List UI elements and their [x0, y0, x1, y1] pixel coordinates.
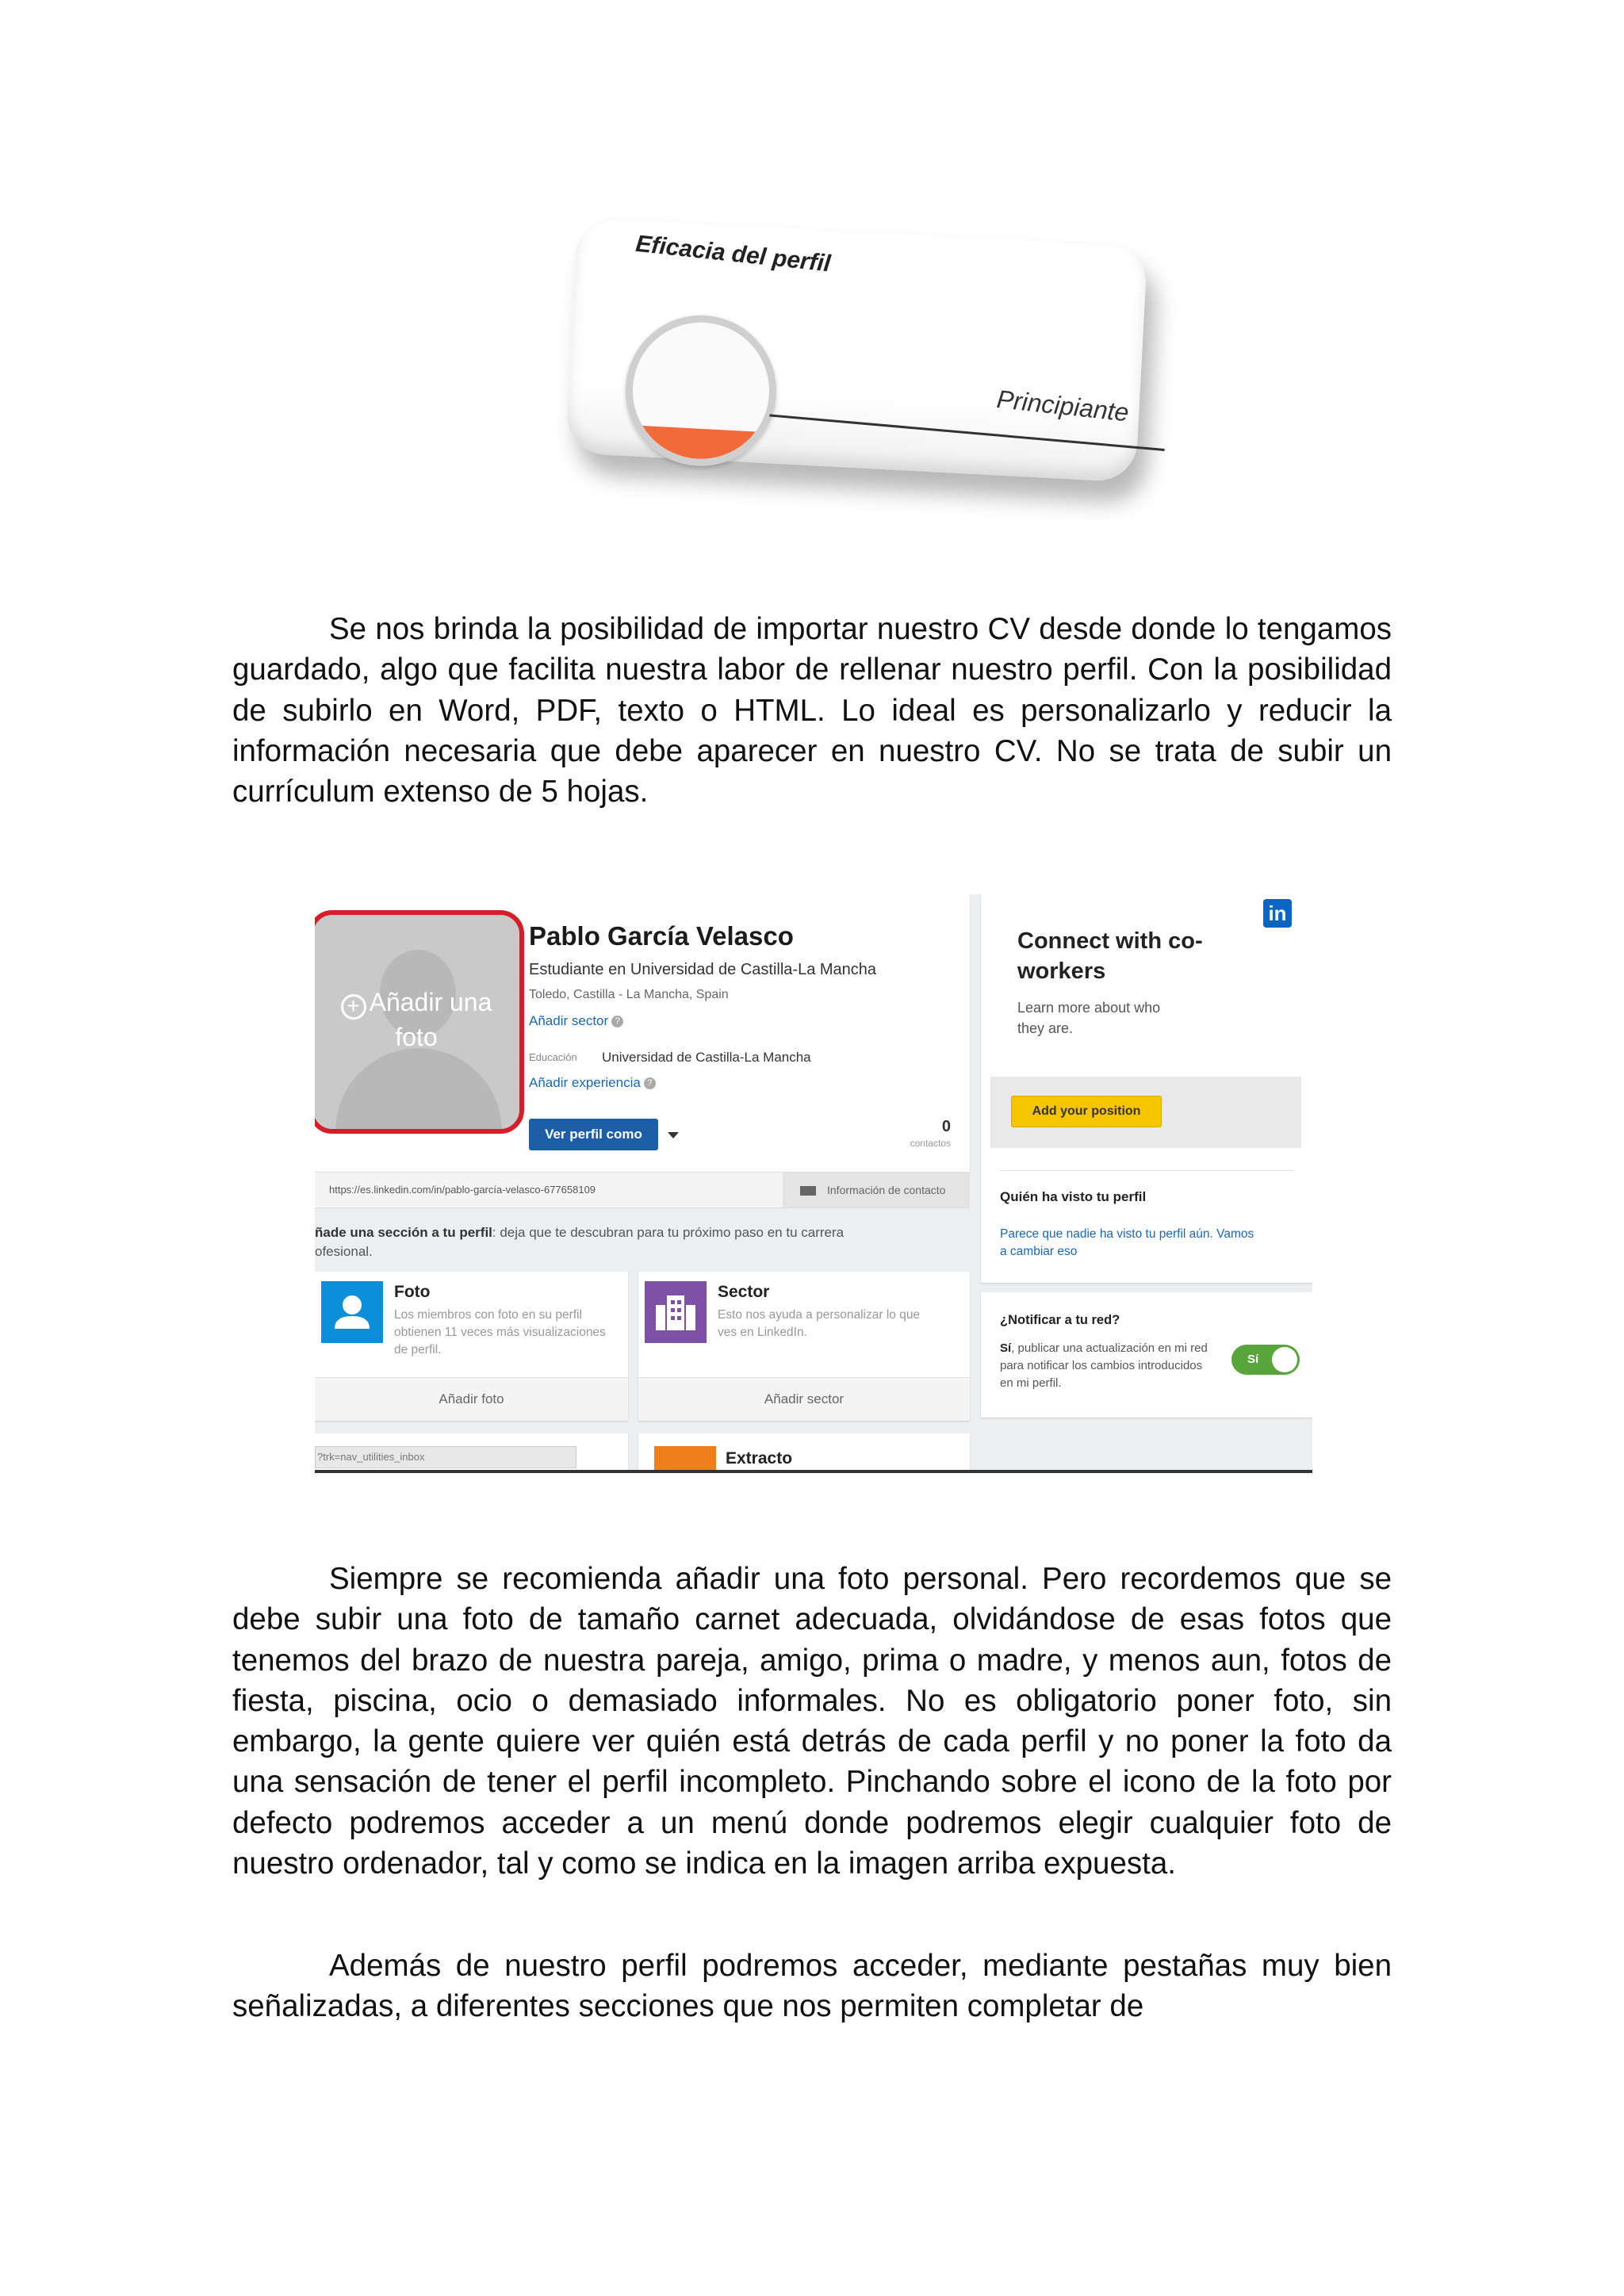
- summary-card-title: Extracto: [726, 1449, 793, 1468]
- card-icon: [800, 1186, 816, 1196]
- add-photo-placeholder[interactable]: [315, 910, 524, 1134]
- paragraph-sections: Además de nuestro perfil podremos acceder, mediante pestañas muy bien señalizadas, a diferentes secciones que nos permiten completar de: [232, 1949, 1392, 2024]
- add-photo-button[interactable]: Añadir foto: [315, 1377, 628, 1421]
- add-section-hint-line2: ofesional.: [315, 1244, 373, 1259]
- user-icon: [321, 1281, 383, 1343]
- add-position-button[interactable]: Add your position: [1011, 1096, 1162, 1127]
- notify-description: [1000, 1340, 1214, 1392]
- add-sector-button[interactable]: Añadir sector: [638, 1377, 970, 1421]
- connect-title: Connect with co-workers: [1017, 928, 1203, 984]
- toggle-label: Sí: [1247, 1353, 1259, 1366]
- profile-location: Toledo, Castilla - La Mancha, Spain: [529, 988, 729, 1001]
- profile-headline: Estudiante en Universidad de Castilla-La Mancha: [529, 961, 877, 978]
- divider: [1000, 1170, 1293, 1171]
- contact-info-button[interactable]: [783, 1173, 970, 1207]
- photo-card-title: Foto: [394, 1283, 431, 1301]
- help-icon: ?: [644, 1077, 656, 1089]
- view-profile-as-button[interactable]: Ver perfil como: [529, 1119, 658, 1150]
- add-experience-label: Añadir experiencia: [529, 1075, 641, 1090]
- add-photo-line1: Añadir una: [369, 988, 492, 1016]
- notify-network-panel: [981, 1292, 1312, 1418]
- add-section-hint: [315, 1223, 941, 1261]
- photo-card-desc: Los miembros con foto en su perfil obtienen 11 veces más visualizaciones de perfil.: [394, 1308, 606, 1357]
- who-viewed-link[interactable]: Parece que nadie ha visto tu perfil aún. Vamos a cambiar eso: [1000, 1227, 1254, 1258]
- add-sector-label: Añadir sector: [529, 1013, 609, 1028]
- add-photo-line2: foto: [395, 1023, 438, 1051]
- profile-strength-level: Principiante: [995, 385, 1131, 427]
- notify-desc-bold: Sí: [1000, 1341, 1012, 1355]
- notify-toggle[interactable]: [1231, 1345, 1300, 1375]
- sector-card-title: Sector: [718, 1283, 770, 1301]
- contacts-count: 0: [941, 1118, 951, 1135]
- add-section-hint-bold: ñade una sección a tu perfil: [315, 1225, 492, 1240]
- chevron-down-icon[interactable]: [668, 1132, 679, 1138]
- document-icon: [654, 1446, 716, 1473]
- toggle-knob: [1272, 1347, 1297, 1372]
- education-label: Educación: [529, 1051, 577, 1063]
- contact-info-label: Información de contacto: [827, 1184, 946, 1196]
- linkedin-profile-screenshot: [315, 894, 1312, 1473]
- photo-suggestion-card: [315, 1272, 628, 1421]
- profile-url[interactable]: https://es.linkedin.com/in/pablo-garcía-velasco-677658109: [329, 1184, 596, 1196]
- profile-strength-gauge-fill: [630, 425, 768, 462]
- contacts-label: contactos: [910, 1138, 951, 1149]
- help-icon: ?: [611, 1016, 623, 1027]
- sector-suggestion-card: [638, 1272, 970, 1421]
- profile-strength-card: [565, 215, 1148, 482]
- notify-title: ¿Notificar a tu red?: [1000, 1313, 1120, 1327]
- building-icon: [645, 1281, 707, 1343]
- profile-strength-gauge: [622, 312, 780, 470]
- profile-header-panel: [315, 894, 970, 1172]
- connect-coworkers-panel: [981, 894, 1312, 1283]
- add-section-hint-rest: : deja que te descubran para tu próximo paso en tu carrera: [492, 1225, 845, 1240]
- screenshot-bottom-border: [315, 1470, 1312, 1473]
- connect-subtitle: Learn more about who they are.: [1017, 1000, 1161, 1036]
- profile-url-bar: [315, 1172, 970, 1208]
- status-bar-url: ?trk=nav_utilities_inbox: [315, 1446, 576, 1468]
- profile-strength-figure: [539, 198, 1174, 531]
- add-photo-text: [315, 985, 519, 1054]
- avatar-silhouette-body: [335, 1048, 502, 1134]
- sector-card-desc: Esto nos ayuda a personalizar lo que ves en LinkedIn.: [718, 1308, 921, 1339]
- linkedin-logo: in: [1263, 899, 1292, 928]
- add-sector-link[interactable]: [529, 1013, 623, 1029]
- education-value: Universidad de Castilla-La Mancha: [602, 1050, 811, 1065]
- paragraph-photo-advice: Siempre se recomienda añadir una foto personal. Pero recordemos que se debe subir una foto de tamaño carnet adecuada, olvidándose de esas fotos que tenemos del brazo de nuestra pareja, amigo, prima o madre, y menos aun, fotos de fiesta, piscina, ocio o demasiado informales. No es obligatorio poner foto, sin embargo, la gente quiere ver quién está detrás de cada perfil y no poner la foto da una sensación de tener el perfil incompleto. Pinchando sobre el icono de la foto por defecto podremos acceder a un menú donde podremos elegir cualquier foto de nuestro ordenador, tal y como se indica en la imagen arriba expuesta.: [232, 1562, 1392, 1881]
- paragraph-import-cv: Se nos brinda la posibilidad de importar nuestro CV desde donde lo tengamos guardado, algo que facilita nuestra labor de rellenar nuestro perfil. Con la posibilidad de subirlo en Word, PDF, texto o HTML. Lo ideal es personalizarlo y reducir la información necesaria que debe aparecer en nuestro CV. No se trata de subir un currículum extenso de 5 hojas.: [232, 612, 1392, 809]
- who-viewed-title: Quién ha visto tu perfil: [1000, 1189, 1147, 1204]
- notify-desc-rest: , publicar una actualización en mi red para notificar los cambios introducidos en mi perfil.: [1000, 1341, 1208, 1390]
- profile-strength-title: Eficacia del perfil: [634, 230, 832, 277]
- summary-suggestion-card: [638, 1433, 970, 1473]
- plus-icon: +: [341, 994, 366, 1020]
- add-experience-link[interactable]: [529, 1075, 656, 1091]
- profile-name: Pablo García Velasco: [529, 921, 794, 951]
